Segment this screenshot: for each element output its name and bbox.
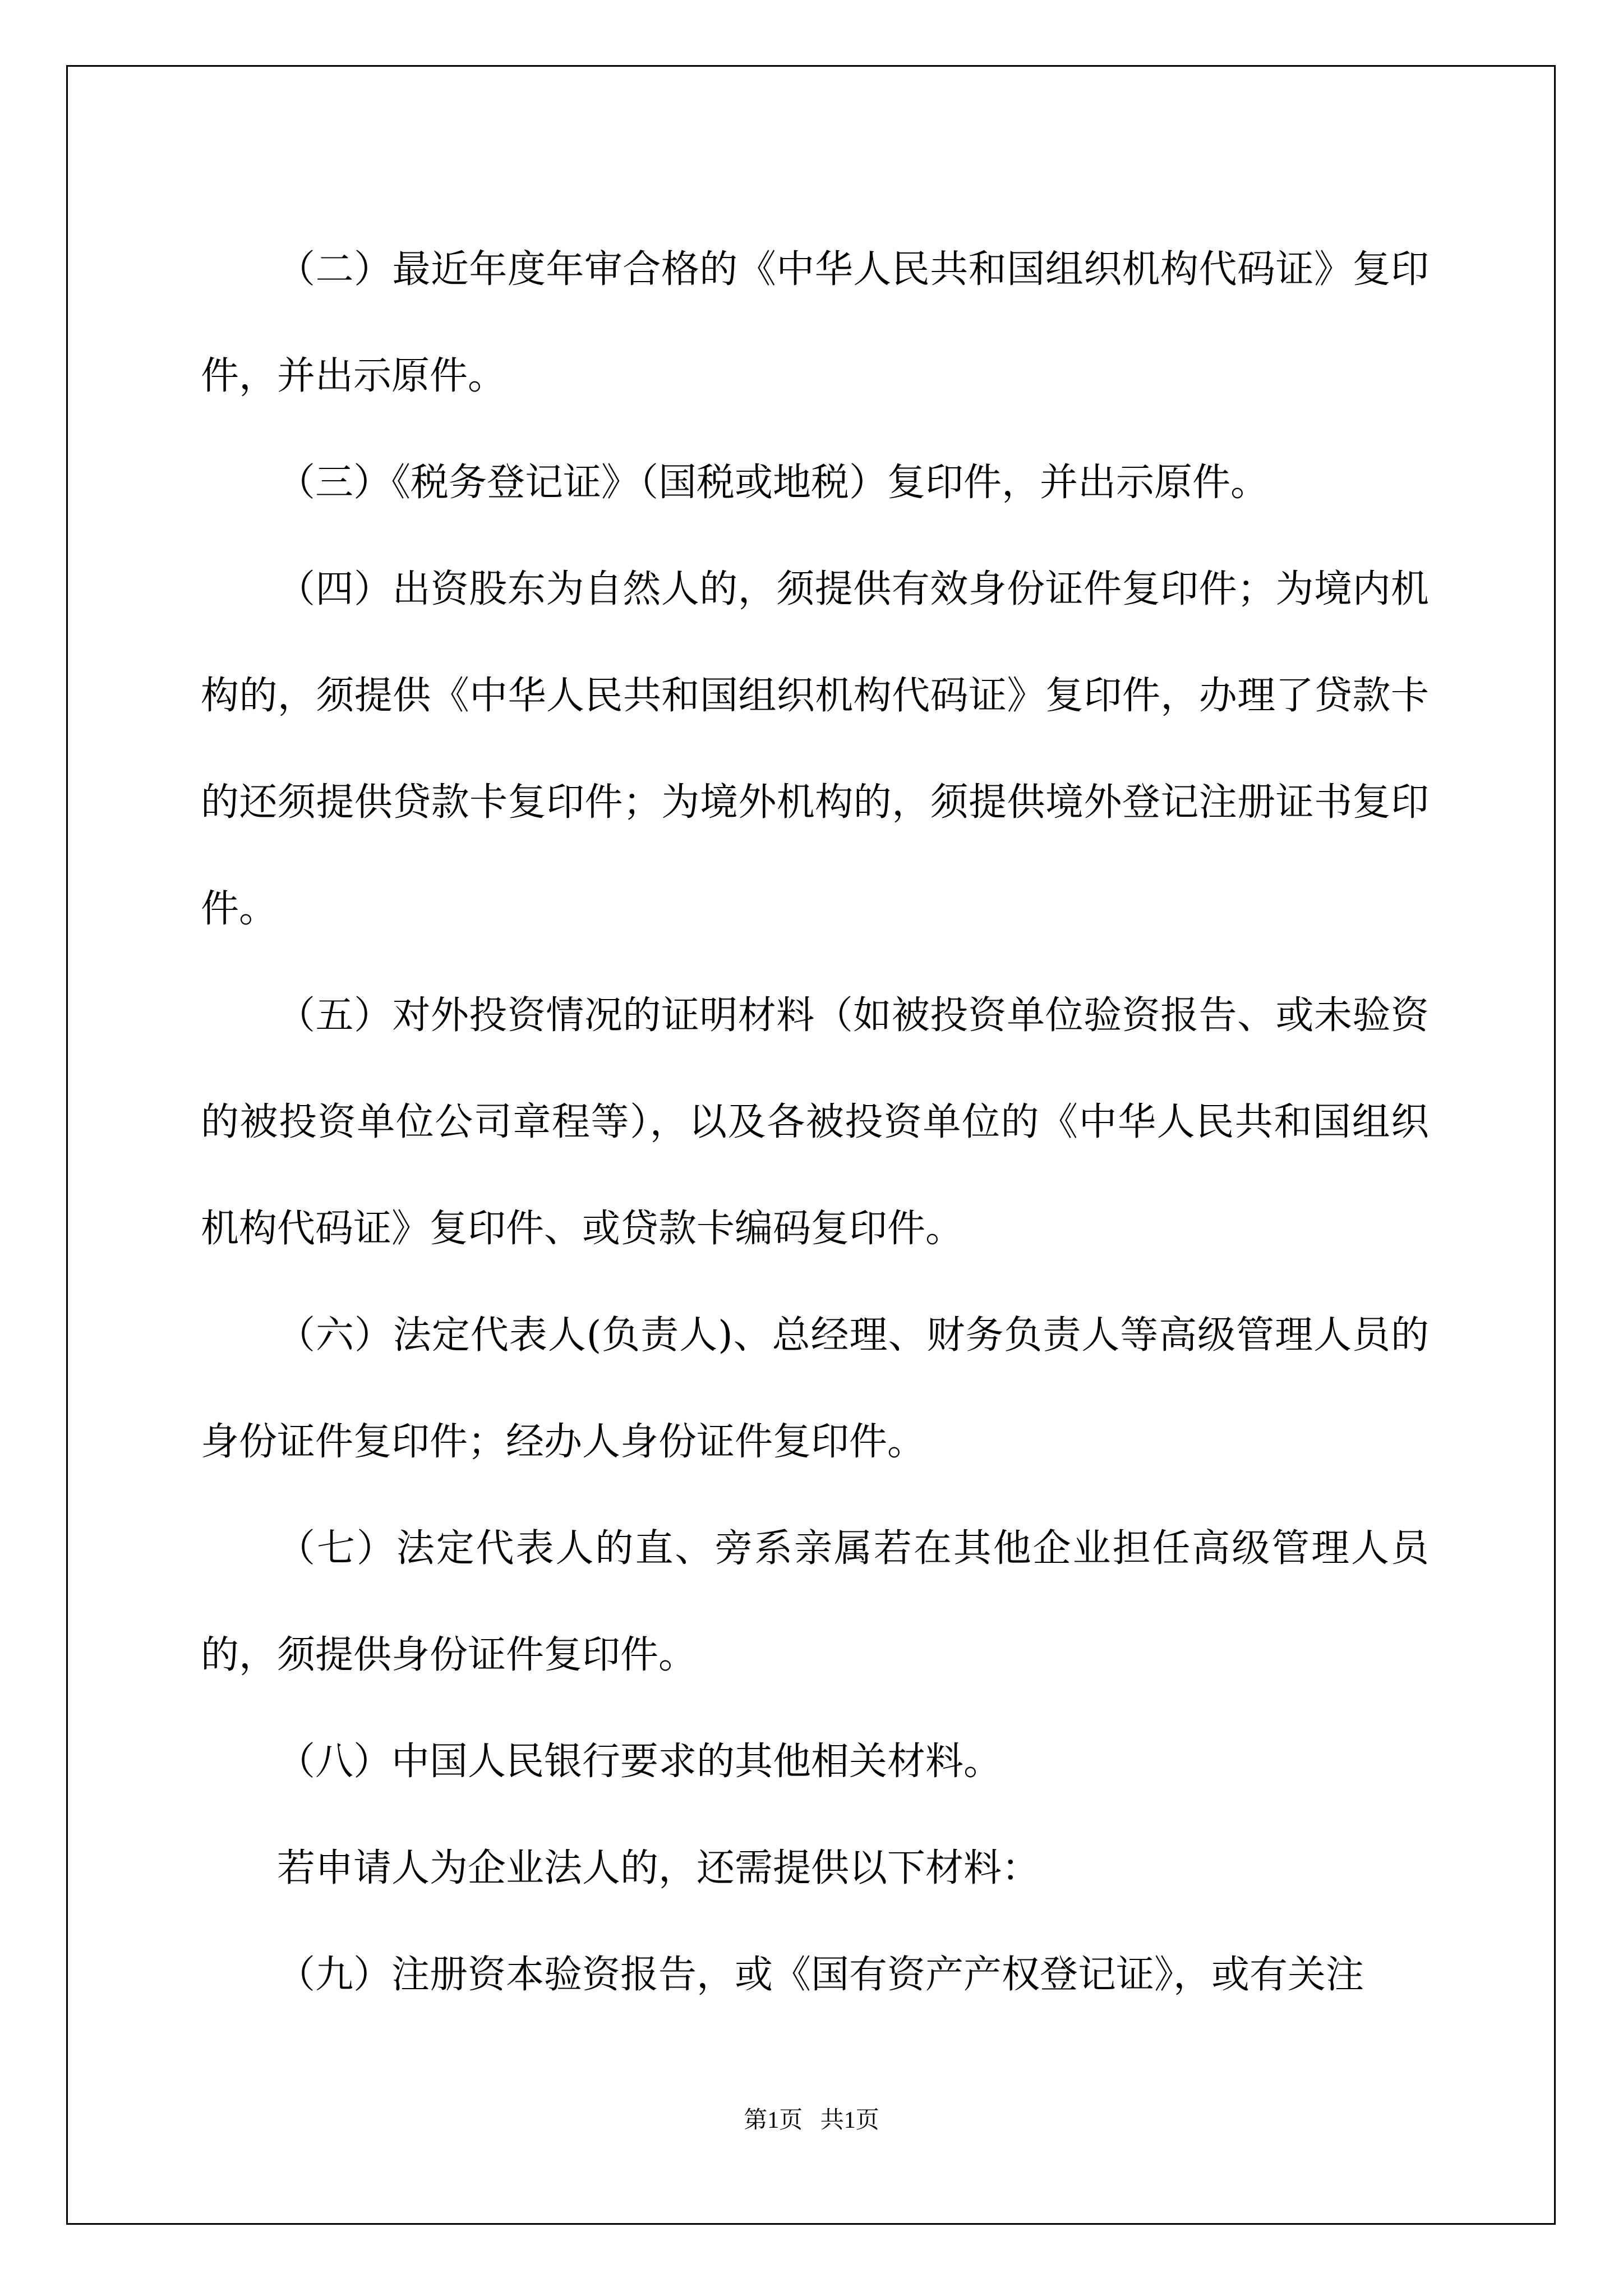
paragraph-item-2: （二）最近年度年审合格的《中华人民共和国组织机构代码证》复印件，并出示原件。 [201, 247, 1429, 398]
paragraph-item-9: （九）注册资本验资报告，或《国有资产产权登记证》，或有关注 [277, 1953, 1364, 1997]
page-number-footer: 第1页 共1页 [744, 2108, 879, 2133]
document-body [201, 217, 1429, 2028]
paragraph-item-7: （七）法定代表人的直、旁系亲属若在其他企业担任高级管理人员的，须提供身份证件复印件。 [201, 1526, 1429, 1677]
paragraph-item-5: （五）对外投资情况的证明材料（如被投资单位验资报告、或未验资的被投资单位公司章程等），以及各被投资单位的《中华人民共和国组织机构代码证》复印件、或贷款卡编码复印件。 [201, 993, 1429, 1251]
paragraph-item-4: （四）出资股东为自然人的，须提供有效身份证件复印件；为境内机构的，须提供《中华人民共和国组织机构代码证》复印件，办理了贷款卡的还须提供贷款卡复印件；为境外机构的，须提供境外登记注册证书复印件。 [201, 567, 1429, 931]
paragraph-item-8: （八）中国人民银行要求的其他相关材料。 [277, 1740, 1002, 1784]
paragraph-enterprise-note: 若申请人为企业法人的，还需提供以下材料： [277, 1846, 1040, 1890]
paragraph-item-6: （六）法定代表人(负责人)、总经理、财务负责人等高级管理人员的身份证件复印件；经办人身份证件复印件。 [201, 1313, 1429, 1464]
paragraph-item-3: （三）《税务登记证》（国税或地税）复印件，并出示原件。 [277, 461, 1269, 505]
